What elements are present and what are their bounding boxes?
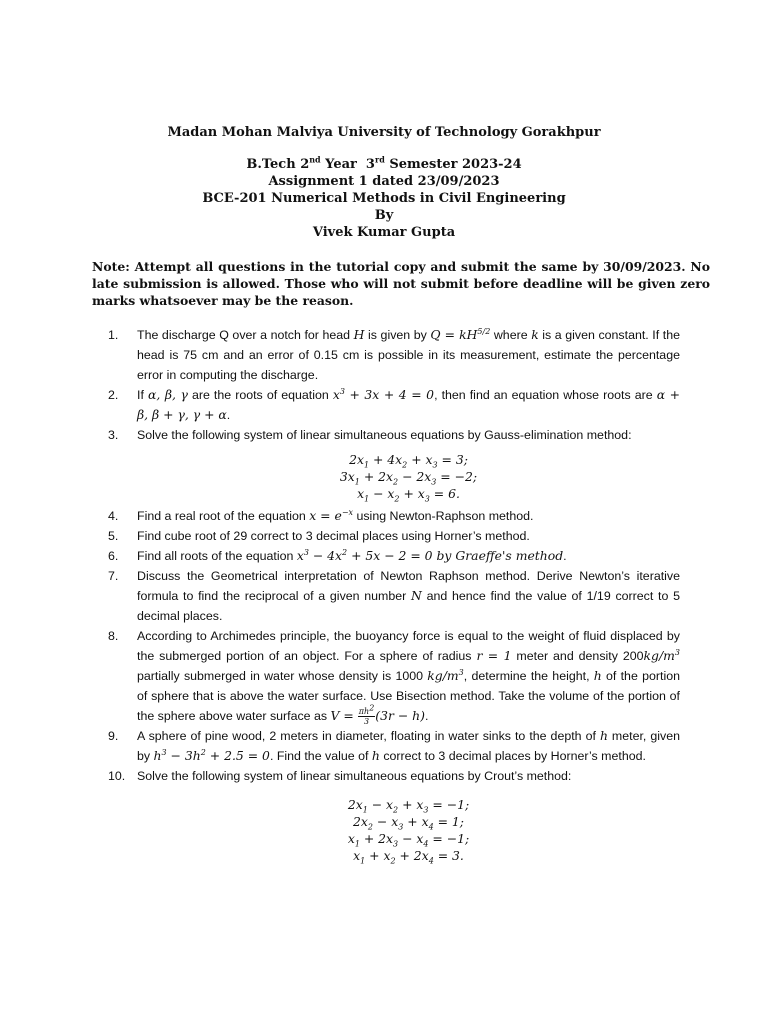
question-text: A sphere of pine wood, 2 meters in diameter, floating in water sinks to the depth of h meter, given by $h^3 - 3h^2 + 2.5 = 0$. Find the value of h correct to 3 decimal places by Horner’s method. [137, 728, 681, 763]
equation: $2x_2 - x_3 + x_4 = 1$; [353, 814, 464, 832]
question-number: 8. [108, 629, 119, 643]
question-10 [108, 766, 680, 786]
gauss-equation-system [137, 451, 680, 502]
by-label: By [374, 208, 394, 223]
question-number: 3. [108, 428, 119, 442]
question-text: Discuss the Geometrical interpretation of Newton Raphson method. Derive Newton’s iterative formula to find the reciprocal of a given number N and hence find the value of 1/19 correct to 5 decimal places. [137, 569, 681, 623]
question-number: 1. [108, 328, 119, 342]
question-7 [108, 566, 680, 626]
document-header [0, 124, 768, 241]
submission-note: Note: Attempt all questions in the tutorial copy and submit the same by 30/09/2023. No late submission is allowed. Those who will not submit before deadline will be given zero marks whatsoever may be the reason. [92, 259, 710, 308]
equation: $x_1 + x_2 + 2x_4 = 3$. [353, 848, 464, 866]
question-number: 6. [108, 549, 119, 563]
question-3 [108, 425, 680, 445]
course-line: B.Tech 2nd Year 3rd Semester 2023-24 [246, 154, 522, 172]
question-number: 9. [108, 729, 119, 743]
question-8 [108, 626, 680, 726]
question-text: If α, β, γ are the roots of equation $x^3 + 3x + 4 = 0$, then find an equation whose roots are α + β, β + γ, γ + α. [137, 386, 680, 422]
assignment-title: Assignment 1 dated 23/09/2023 [268, 174, 500, 189]
question-text: The discharge Q over a notch for head H is given by $Q = kH^{5/2}$ where k is a given constant. If the head is 75 cm and an error of 0.15 cm is possible in its measurement, estimate the percentage error in computing the discharge. [137, 326, 680, 382]
question-number: 7. [108, 569, 119, 583]
question-number: 4. [108, 509, 119, 523]
equation: $2x_1 - x_2 + x_3 = -1$; [347, 797, 470, 815]
question-text: Find cube root of 29 correct to 3 decimal places using Horner’s method. [137, 529, 530, 543]
question-1 [108, 325, 680, 385]
author-name: Vivek Kumar Gupta [312, 225, 456, 240]
equation: $2x_1 + 4x_2 + x_3 = 3$; [349, 452, 468, 470]
question-text: According to Archimedes principle, the buoyancy force is equal to the weight of fluid displaced by the submerged portion of an object. For a sphere of radius r = 1 meter and density $200kg/m^3$ partially submerged in water whose density is 1000 $kg/m^3$, determine the height, h of the portion of sphere that is above the water surface. Use Bisection method. Take the volume of the portion of the sphere above water surface as V = $\frac{\pi h^2}{3}$ (3r − h). [137, 629, 680, 726]
question-4 [108, 506, 680, 526]
subject-title: BCE-201 Numerical Methods in Civil Engineering [202, 191, 566, 206]
equation: $x_1 - x_2 + x_3 = 6$. [357, 486, 460, 504]
question-number: 2. [108, 388, 119, 402]
question-text: Solve the following system of linear simultaneous equations by Crout’s method: [137, 769, 572, 783]
question-text: Find all roots of the equation $x^3 - 4x^2 + 5x - 2 = 0$ by Graeffe's method. [137, 547, 567, 563]
question-number: 10. [108, 769, 126, 783]
question-6 [108, 546, 680, 566]
question-9 [108, 726, 680, 766]
equation: $3x_1 + 2x_2 - 2x_3 = -2$; [339, 469, 478, 487]
equation: $x_1 + 2x_3 - x_4 = -1$; [347, 831, 470, 849]
question-text: Find a real root of the equation $x = e^{-x}$ using Newton-Raphson method. [137, 507, 534, 523]
question-list [108, 325, 680, 868]
question-5 [108, 526, 680, 546]
university-name: Madan Mohan Malviya University of Technology Gorakhpur [167, 125, 601, 140]
crout-equation-system [137, 796, 680, 864]
question-text: Solve the following system of linear simultaneous equations by Gauss-elimination method: [137, 428, 632, 442]
question-number: 5. [108, 529, 119, 543]
question-2 [108, 385, 680, 425]
